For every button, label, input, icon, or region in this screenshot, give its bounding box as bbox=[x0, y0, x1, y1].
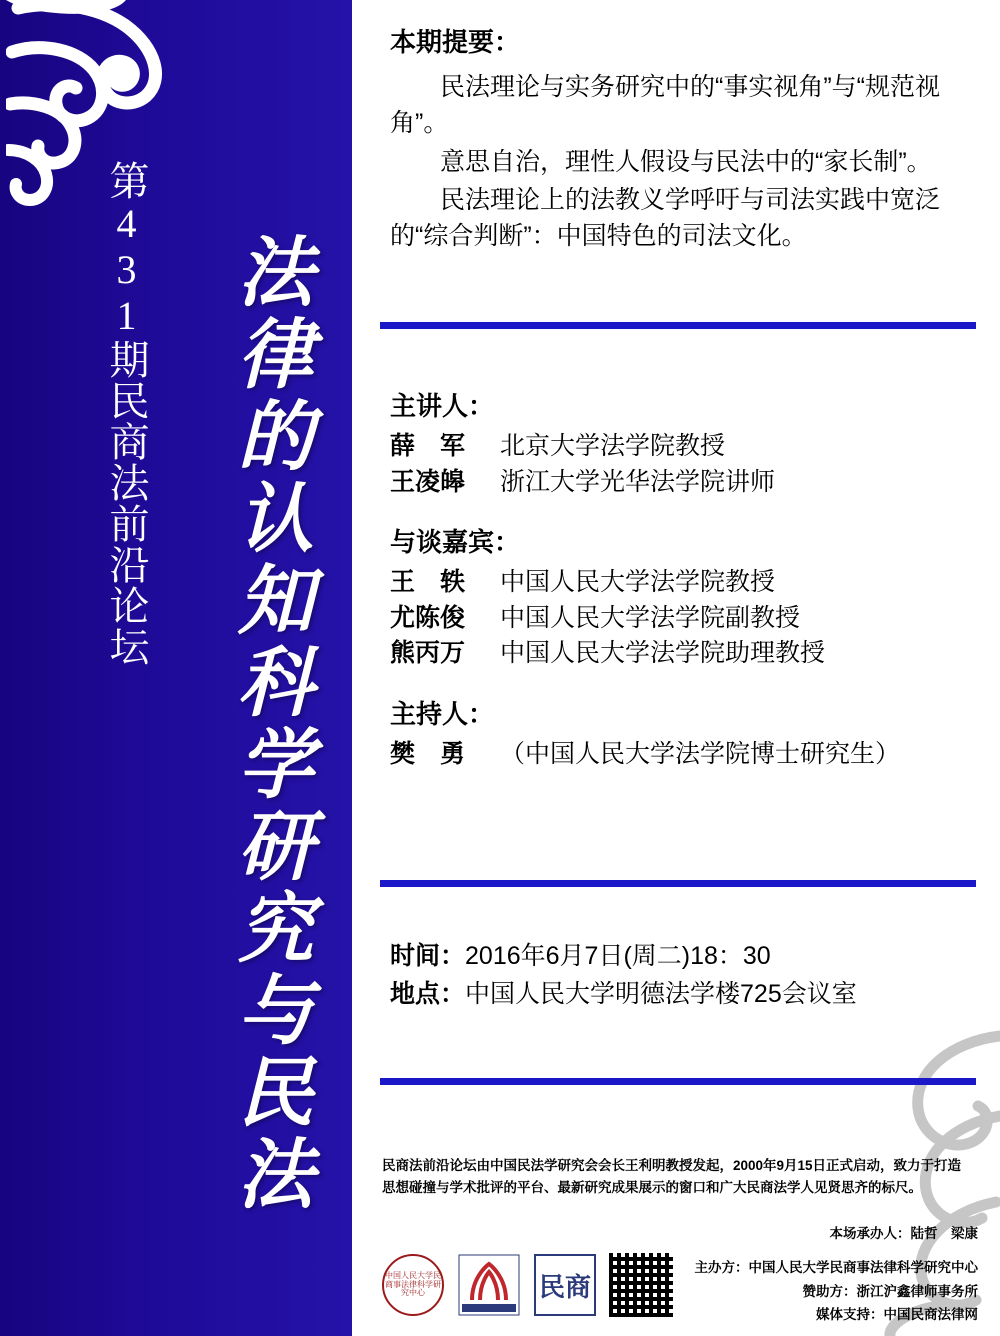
person-row bbox=[390, 737, 980, 773]
event-time-row bbox=[390, 938, 980, 976]
group-heading: 主持人： bbox=[390, 698, 495, 729]
divider-rule-middle bbox=[380, 880, 976, 887]
person-affiliation: 中国人民大学法学院助理教授 bbox=[500, 639, 826, 667]
group-heading: 主讲人： bbox=[390, 391, 495, 421]
person-name: 尤陈俊 bbox=[390, 603, 466, 632]
discussants-group bbox=[390, 522, 980, 672]
moderator-group bbox=[390, 694, 980, 773]
sponsors-block bbox=[695, 1256, 979, 1327]
left-banner bbox=[0, 0, 352, 1336]
person-row bbox=[390, 601, 980, 637]
person-row bbox=[390, 429, 980, 465]
content-column bbox=[352, 0, 1000, 1336]
speakers-group bbox=[390, 386, 980, 500]
sponsor-line: 媒体支持：中国民商法律网 bbox=[816, 1307, 978, 1323]
time-label: 时间： bbox=[390, 942, 466, 970]
event-place-row bbox=[390, 976, 980, 1014]
ruc-law-institute-emblem-icon bbox=[456, 1252, 522, 1318]
person-row bbox=[390, 565, 980, 601]
logistics-block bbox=[390, 938, 980, 1013]
time-value: 2016年6月7日(周二)18：30 bbox=[465, 942, 771, 970]
person-name: 熊丙万 bbox=[390, 639, 466, 667]
summary-block bbox=[390, 22, 970, 256]
forum-description: 民商法前沿论坛由中国民法学研究会会长王利明教授发起，2000年9月15日正式启动，致力于打造思想碰撞与学术批评的平台、最新研究成果展示的窗口和广大民商法学人见贤思齐的标尺。 bbox=[382, 1158, 962, 1195]
person-affiliation: 中国人民大学法学院教授 bbox=[500, 568, 776, 596]
people-block bbox=[390, 386, 980, 794]
forum-series-title: 法律的认知科学研究与民法 bbox=[226, 232, 310, 1216]
minshang-square-logo-icon bbox=[532, 1252, 598, 1318]
person-name: 王凌皞 bbox=[390, 467, 466, 496]
group-heading: 与谈嘉宾： bbox=[390, 527, 521, 557]
minshang-mark: 民商 bbox=[534, 1254, 596, 1316]
issue-number-label: 第431期民商法前沿论坛 bbox=[104, 160, 149, 667]
person-affiliation: 北京大学法学院教授 bbox=[500, 432, 726, 460]
person-name: 薛 军 bbox=[390, 432, 466, 460]
seal-circle: 中国人民大学民商事法律科学研究中心 bbox=[382, 1254, 444, 1316]
sponsor-line: 赞助方：浙江沪鑫律师事务所 bbox=[802, 1283, 978, 1299]
person-affiliation: 中国人民大学法学院副教授 bbox=[500, 603, 801, 632]
person-row bbox=[390, 465, 980, 501]
divider-rule-bottom bbox=[380, 1078, 976, 1085]
summary-paragraph: 民法理论与实务研究中的“事实视角”与“规范视角”。 bbox=[390, 73, 940, 138]
person-name: 樊 勇 bbox=[390, 739, 466, 768]
person-row bbox=[390, 636, 980, 672]
place-value: 中国人民大学明德法学楼725会议室 bbox=[465, 979, 857, 1008]
person-name: 王 轶 bbox=[390, 568, 466, 596]
ruc-civil-commercial-law-center-seal-icon bbox=[380, 1252, 446, 1318]
host-organizers-line: 本场承办人：陆哲 梁康 bbox=[829, 1226, 978, 1241]
summary-paragraph: 意思自治，理性人假设与民法中的“家长制”。 bbox=[440, 147, 932, 176]
person-affiliation: （中国人民大学法学院博士研究生） bbox=[500, 739, 901, 768]
person-affiliation: 浙江大学光华法学院讲师 bbox=[500, 467, 776, 496]
summary-heading: 本期提要： bbox=[390, 27, 521, 57]
summary-paragraph: 民法理论上的法教义学呼吁与司法实践中宽泛的“综合判断”：中国特色的司法文化。 bbox=[390, 185, 941, 250]
logo-strip bbox=[380, 1252, 674, 1318]
qr-code-image bbox=[609, 1253, 673, 1317]
qr-code-icon bbox=[608, 1252, 674, 1318]
divider-rule-top bbox=[380, 322, 976, 329]
sponsor-line: 主办方：中国人民大学民商事法律科学研究中心 bbox=[694, 1260, 978, 1275]
emblem-graphic bbox=[458, 1254, 520, 1316]
place-label: 地点： bbox=[390, 979, 466, 1008]
